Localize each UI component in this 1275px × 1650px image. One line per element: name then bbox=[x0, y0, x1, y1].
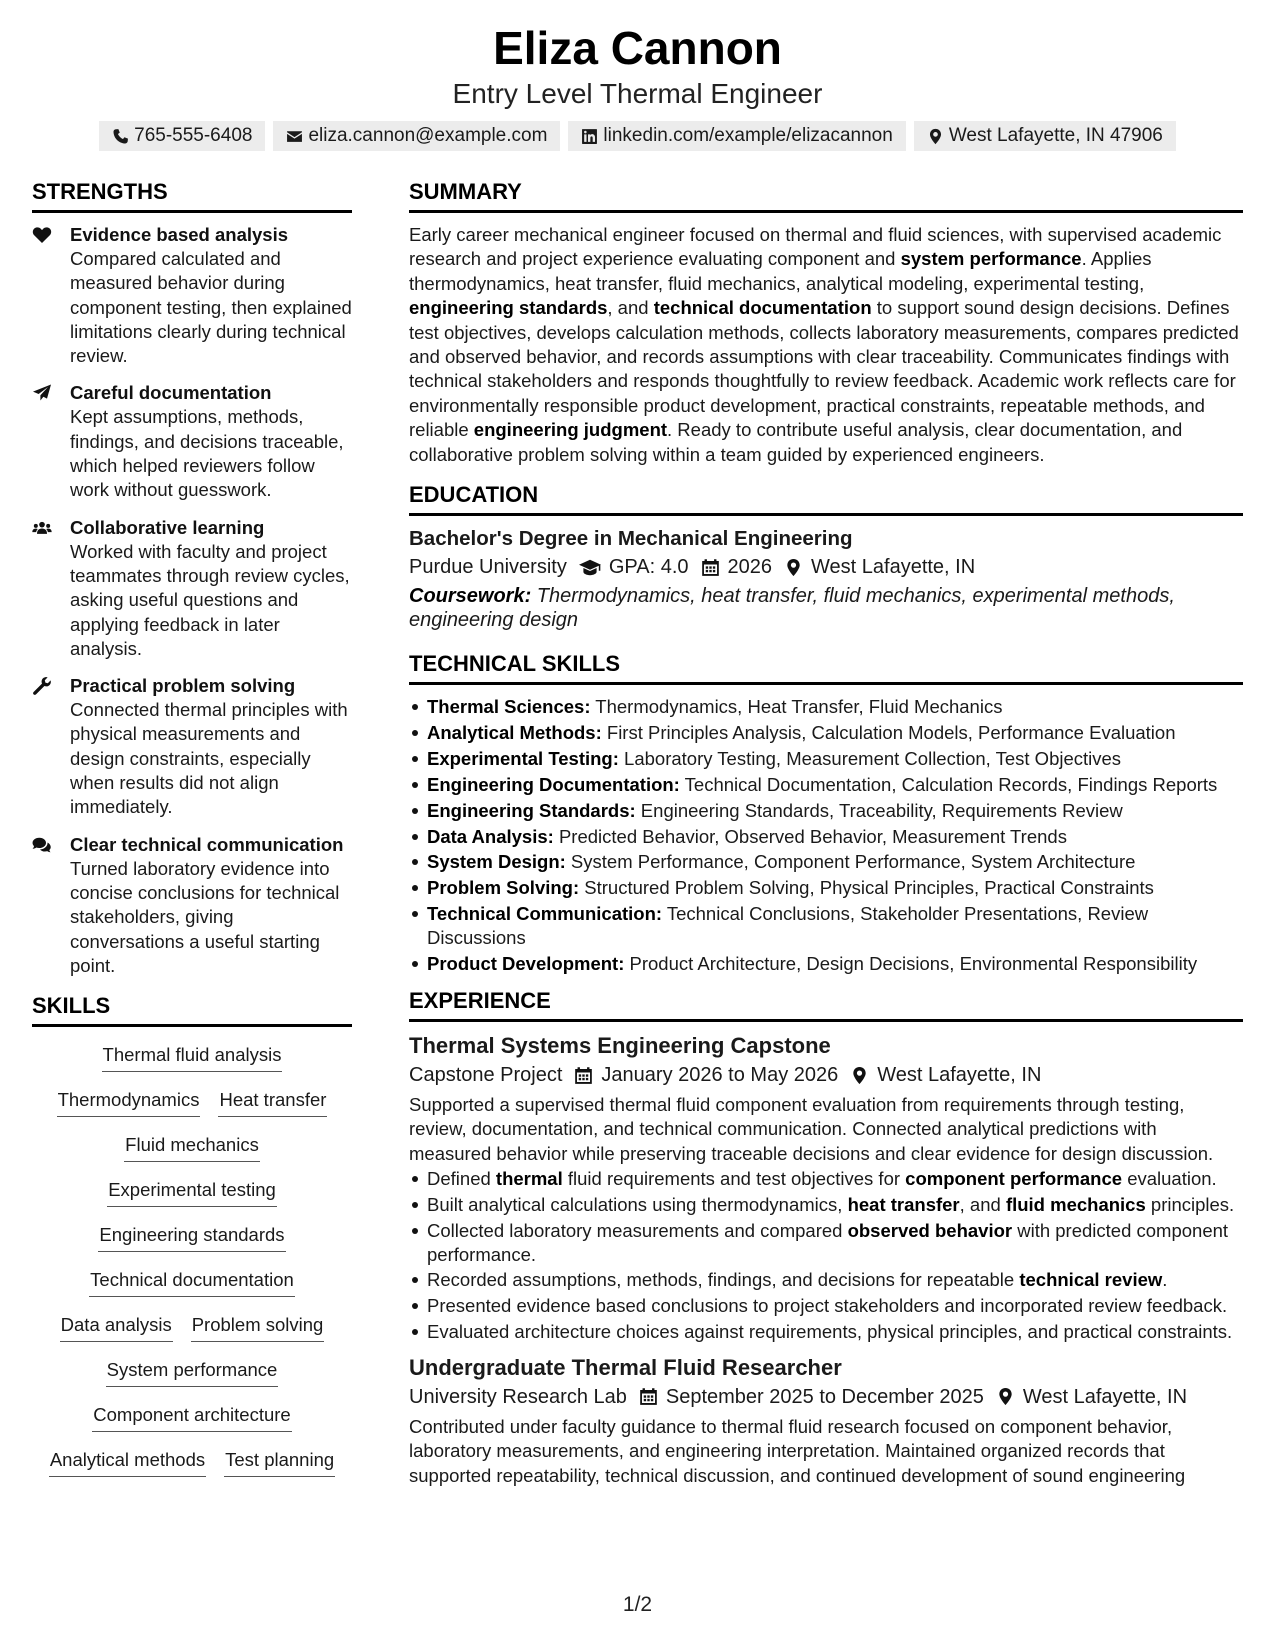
job-meta bbox=[409, 1382, 1243, 1412]
job-location: West Lafayette, IN bbox=[877, 1064, 1042, 1087]
job-dates: January 2026 to May 2026 bbox=[601, 1064, 839, 1087]
list-item bbox=[409, 850, 1243, 874]
skill-row-wrapper bbox=[32, 1178, 352, 1207]
list-item bbox=[409, 902, 1243, 949]
job-meta bbox=[409, 1060, 1243, 1090]
list-item bbox=[409, 773, 1243, 797]
comments-icon bbox=[32, 836, 52, 854]
skill-row-wrapper bbox=[32, 1223, 352, 1252]
strength-title: Collaborative learning bbox=[70, 516, 265, 538]
candidate-name: Eliza Cannon bbox=[493, 22, 782, 74]
strength-description: Worked with faculty and project teammates through review cycles, asking useful questions and applying feedback in later analysis. bbox=[70, 540, 350, 659]
skill-values: Predicted Behavior, Observed Behavior, Measurement Trends bbox=[553, 825, 1067, 847]
skill-row-wrapper bbox=[32, 1043, 352, 1072]
education-meta bbox=[409, 552, 1243, 582]
skill-tag: Heat transfer bbox=[218, 1088, 327, 1117]
users-icon bbox=[32, 519, 52, 537]
contact-phone-text: 765-555-6408 bbox=[134, 125, 253, 146]
strength-title: Clear technical communication bbox=[70, 833, 344, 855]
skill-category: Product Development: bbox=[427, 952, 625, 974]
skill-tag: Test planning bbox=[224, 1448, 335, 1477]
degree-title: Bachelor's Degree in Mechanical Engineering bbox=[409, 527, 853, 551]
coursework-label: Coursework: bbox=[409, 585, 532, 608]
strength-item bbox=[32, 674, 352, 819]
calendar-icon bbox=[701, 558, 720, 577]
contact-phone[interactable] bbox=[99, 121, 265, 151]
skill-tag: Problem solving bbox=[191, 1313, 325, 1342]
skill-tag: Engineering standards bbox=[98, 1223, 285, 1252]
strength-item bbox=[32, 223, 352, 368]
technical-skills-heading: TECHNICAL SKILLS bbox=[409, 650, 1243, 685]
skill-values: Thermodynamics, Heat Transfer, Fluid Mechanics bbox=[590, 696, 1003, 718]
list-item: Recorded assumptions, methods, findings, and decisions for repeatable technical review. bbox=[409, 1268, 1243, 1292]
list-item bbox=[409, 721, 1243, 745]
organization: University Research Lab bbox=[409, 1385, 627, 1408]
organization: Capstone Project bbox=[409, 1064, 563, 1087]
contact-bar bbox=[0, 121, 1275, 151]
wrench-icon bbox=[32, 677, 52, 695]
strength-title: Evidence based analysis bbox=[70, 224, 289, 245]
skill-values: Technical Documentation, Calculation Records, Findings Reports bbox=[679, 773, 1218, 795]
skill-category: System Design: bbox=[427, 851, 566, 873]
skill-values: Product Architecture, Design Decisions, Environmental Responsibility bbox=[624, 952, 1198, 974]
list-item bbox=[409, 695, 1243, 719]
list-item bbox=[409, 747, 1243, 771]
job-dates: September 2025 to December 2025 bbox=[665, 1385, 984, 1408]
strength-description: Compared calculated and measured behavior during component testing, then explained limitations clearly during technical review. bbox=[70, 248, 352, 367]
skill-row-wrapper bbox=[32, 1133, 352, 1162]
contact-location bbox=[914, 121, 1176, 151]
skills-tags bbox=[32, 1037, 352, 1493]
skills-heading: SKILLS bbox=[32, 992, 352, 1027]
skill-category: Problem Solving: bbox=[427, 877, 580, 899]
contact-linkedin-text: linkedin.com/example/elizacannon bbox=[603, 125, 893, 146]
strengths-heading: STRENGTHS bbox=[32, 178, 352, 213]
linkedin-icon bbox=[581, 128, 598, 145]
experience-heading: EXPERIENCE bbox=[409, 987, 1243, 1022]
education-heading: EDUCATION bbox=[409, 481, 1243, 516]
skill-category: Thermal Sciences: bbox=[427, 696, 591, 718]
strength-description: Turned laboratory evidence into concise conclusions for technical stakeholders, giving conversations a useful starting point. bbox=[70, 857, 340, 976]
job-bullets bbox=[409, 1167, 1243, 1343]
school-location: West Lafayette, IN bbox=[811, 556, 976, 579]
job-title: Undergraduate Thermal Fluid Researcher bbox=[409, 1354, 842, 1380]
list-item: Defined thermal fluid requirements and test objectives for component performance evaluation. bbox=[409, 1167, 1243, 1191]
strength-title: Careful documentation bbox=[70, 382, 272, 404]
strength-description: Kept assumptions, methods, findings, and decisions traceable, which helped reviewers follow work without guesswork. bbox=[70, 406, 344, 501]
skill-tag: Fluid mechanics bbox=[124, 1133, 260, 1162]
experience-entry bbox=[409, 1032, 1243, 1344]
skill-values: System Performance, Component Performance, System Architecture bbox=[565, 851, 1136, 873]
skill-category: Data Analysis: bbox=[427, 825, 554, 847]
strength-description: Connected thermal principles with physical measurements and design constraints, especially when results did not align immediately. bbox=[70, 699, 348, 818]
list-item bbox=[409, 799, 1243, 823]
map-pin-icon bbox=[850, 1066, 869, 1085]
strength-item bbox=[32, 381, 352, 502]
phone-icon bbox=[112, 128, 129, 145]
gpa: GPA: 4.0 bbox=[608, 556, 689, 579]
strength-item bbox=[32, 516, 352, 661]
school-name: Purdue University bbox=[409, 556, 567, 579]
strength-item bbox=[32, 833, 352, 978]
calendar-icon bbox=[639, 1387, 658, 1406]
right-column bbox=[409, 178, 1243, 1488]
list-item bbox=[409, 876, 1243, 900]
contact-email-text: eliza.cannon@example.com bbox=[308, 125, 548, 146]
calendar-icon bbox=[574, 1066, 593, 1085]
skill-category: Engineering Standards: bbox=[427, 799, 636, 821]
page-number: 1/2 bbox=[622, 1593, 653, 1616]
experience-entry bbox=[409, 1354, 1243, 1488]
summary-text: Early career mechanical engineer focused on thermal and fluid sciences, with supervised academic research and project experience evaluating component and system performance. Applies thermodynamics, heat transfer, fluid mechanics, analytical modeling, experimental testing, engineering standards, and technical documentation to support sound design decisions. Defines test objectives, develops calculation methods, collects laboratory measurements, compares predicted and observed behavior, and records assumptions with clear traceability. Communicates findings with technical stakeholders and responds thoughtfully to review feedback. Academic work reflects care for environmentally responsible product development, practical constraints, repeatable methods, and reliable engineering judgment. Ready to contribute useful analysis, clear documentation, and collaborative problem solving within a team guided by experienced engineers. bbox=[409, 224, 1239, 465]
strength-title: Practical problem solving bbox=[70, 675, 296, 697]
skill-tag: Data analysis bbox=[60, 1313, 173, 1342]
skill-row-wrapper bbox=[32, 1403, 352, 1432]
map-pin-icon bbox=[996, 1387, 1015, 1406]
contact-linkedin[interactable] bbox=[568, 121, 905, 151]
skill-values: Engineering Standards, Traceability, Requirements Review bbox=[635, 799, 1123, 821]
skill-category: Experimental Testing: bbox=[427, 747, 619, 769]
candidate-title: Entry Level Thermal Engineer bbox=[452, 78, 823, 109]
graduation-cap-icon bbox=[579, 558, 601, 577]
list-item: Built analytical calculations using thermodynamics, heat transfer, and fluid mechanics principles. bbox=[409, 1193, 1243, 1217]
contact-location-text: West Lafayette, IN 47906 bbox=[948, 125, 1163, 146]
contact-email[interactable] bbox=[273, 121, 560, 151]
list-item: Collected laboratory measurements and compared observed behavior with predicted component performance. bbox=[409, 1219, 1243, 1266]
skill-tag: Experimental testing bbox=[107, 1178, 277, 1207]
skill-tag: Thermodynamics bbox=[57, 1088, 201, 1117]
job-summary: Supported a supervised thermal fluid component evaluation from requirements through testing, review, documentation, and technical communication. Connected analytical predictions with measured behavior while preserving traceable decisions and clear evidence for design discussion. bbox=[409, 1094, 1214, 1164]
graduation-year: 2026 bbox=[727, 556, 773, 579]
coursework-list: Thermodynamics, heat transfer, fluid mechanics, experimental methods, engineering design bbox=[409, 585, 1175, 632]
skill-tag: Analytical methods bbox=[49, 1448, 206, 1477]
skill-row-wrapper bbox=[32, 1358, 352, 1387]
skill-tag: Thermal fluid analysis bbox=[102, 1043, 283, 1072]
summary-heading: SUMMARY bbox=[409, 178, 1243, 213]
job-location: West Lafayette, IN bbox=[1022, 1385, 1188, 1408]
job-title: Thermal Systems Engineering Capstone bbox=[409, 1033, 831, 1059]
list-item bbox=[409, 952, 1243, 976]
skill-tag: Technical documentation bbox=[89, 1268, 295, 1297]
heart-icon bbox=[32, 226, 52, 244]
job-summary: Contributed under faculty guidance to thermal fluid research focused on component behavior, laboratory measurements, and engineering interpretation. Maintained organized records that supported repeatability, technical discussion, and continued development of sound engineering bbox=[409, 1415, 1186, 1486]
skill-values: Structured Problem Solving, Physical Principles, Practical Constraints bbox=[579, 877, 1154, 899]
skill-category: Engineering Documentation: bbox=[427, 773, 680, 795]
skill-row-wrapper bbox=[32, 1268, 352, 1297]
skill-values: First Principles Analysis, Calculation Models, Performance Evaluation bbox=[601, 721, 1176, 743]
skill-tag: System performance bbox=[106, 1358, 279, 1387]
left-column bbox=[32, 178, 352, 1493]
list-item: Evaluated architecture choices against requirements, physical principles, and practical constraints. bbox=[409, 1320, 1243, 1344]
map-pin-icon bbox=[927, 128, 944, 145]
resume-header bbox=[0, 20, 1275, 151]
skill-category: Analytical Methods: bbox=[427, 721, 602, 743]
skill-tag: Component architecture bbox=[92, 1403, 291, 1432]
list-item bbox=[409, 825, 1243, 849]
map-pin-icon bbox=[784, 558, 803, 577]
paper-plane-icon bbox=[32, 384, 52, 402]
skill-values: Technical Conclusions, Stakeholder Presentations, Review Discussions bbox=[427, 903, 1149, 948]
technical-skills-list bbox=[409, 695, 1243, 975]
list-item: Presented evidence based conclusions to project stakeholders and incorporated review feedback. bbox=[409, 1294, 1243, 1318]
skill-category: Technical Communication: bbox=[427, 903, 663, 925]
envelope-icon bbox=[286, 128, 303, 145]
coursework bbox=[409, 584, 1243, 632]
skill-values: Laboratory Testing, Measurement Collection, Test Objectives bbox=[618, 747, 1122, 769]
